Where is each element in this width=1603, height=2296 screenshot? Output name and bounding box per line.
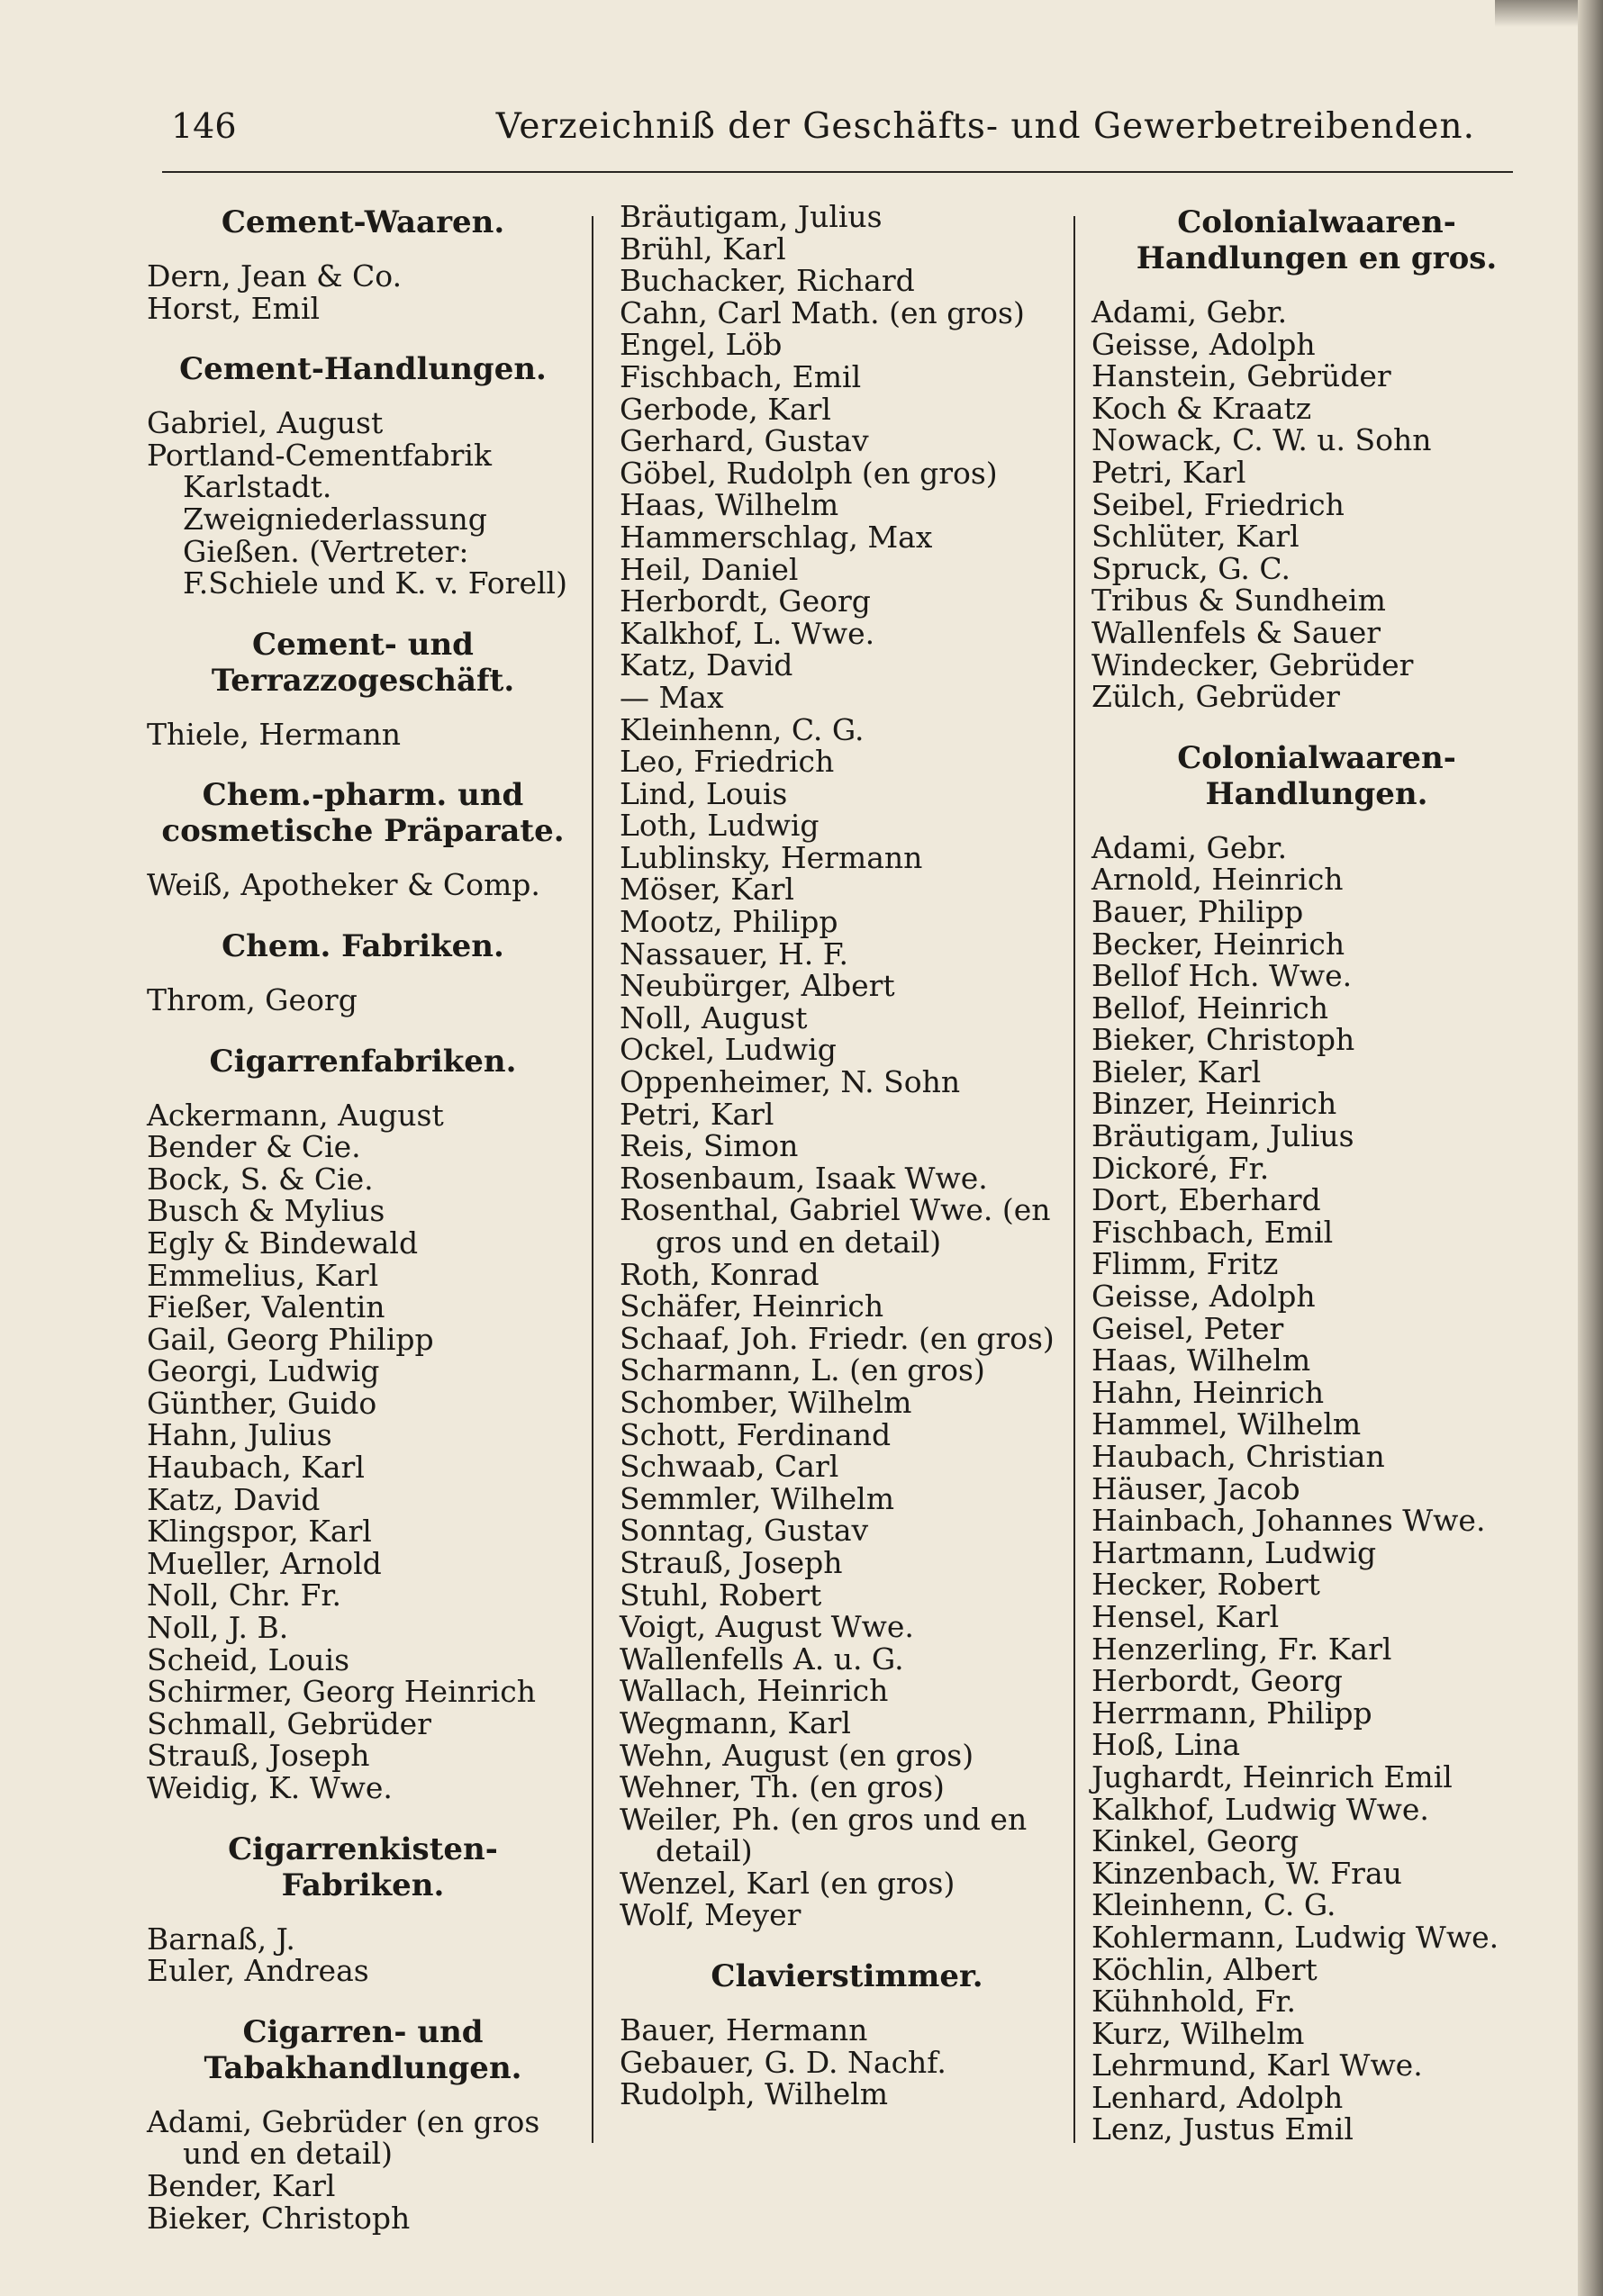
- directory-entry: Geisse, Adolph: [1091, 1279, 1316, 1315]
- directory-entry: Neubürger, Albert: [620, 968, 895, 1004]
- directory-entry: Rosenbaum, Isaak Wwe.: [620, 1160, 988, 1196]
- directory-entry: Petri, Karl: [1091, 454, 1246, 490]
- directory-entry: Kleinhenn, C. G.: [1091, 1887, 1336, 1923]
- directory-entry: Hahn, Heinrich: [1091, 1374, 1325, 1410]
- directory-entry: Köchlin, Albert: [1091, 1951, 1318, 1987]
- directory-entry: Bieker, Christoph: [1091, 1022, 1355, 1058]
- directory-entry: Seibel, Friedrich: [1091, 486, 1345, 522]
- directory-entry: Rosenthal, Gabriel Wwe. (en gros und en detail): [620, 1192, 1051, 1260]
- directory-entry: Bieler, Karl: [1091, 1053, 1262, 1089]
- page-edge: [1578, 0, 1603, 2296]
- directory-entry: Barnaß, J.: [147, 1921, 295, 1957]
- directory-entry: Kinkel, Georg: [1091, 1823, 1300, 1859]
- directory-entry: Arnold, Heinrich: [1091, 862, 1344, 898]
- directory-entry: Weidig, K. Wwe.: [147, 1770, 393, 1805]
- directory-entry: Hanstein, Gebrüder: [1091, 358, 1391, 394]
- section-heading: Cigarrenfabriken.: [209, 1043, 517, 1080]
- directory-entry: Oppenheimer, N. Sohn: [620, 1064, 961, 1100]
- directory-entry: Brühl, Karl: [620, 231, 786, 267]
- directory-section: [620, 201, 1074, 1931]
- column-1: [147, 194, 579, 2234]
- directory-entry: Euler, Andreas: [147, 1953, 369, 1989]
- directory-entry: Petri, Karl: [620, 1096, 774, 1132]
- directory-entry: Adami, Gebr.: [1091, 829, 1288, 865]
- directory-entry: Gabriel, August: [147, 405, 384, 441]
- directory-entry: Katz, David: [147, 1481, 321, 1517]
- directory-entry: Strauß, Joseph: [147, 1738, 370, 1774]
- section-heading: Clavierstimmer.: [711, 1958, 983, 1995]
- directory-entry: Haas, Wilhelm: [620, 487, 839, 523]
- directory-entry: Spruck, G. C.: [1091, 550, 1291, 586]
- directory-section: [1091, 740, 1542, 2146]
- directory-entry: Binzer, Heinrich: [1091, 1086, 1337, 1122]
- directory-entry: Busch & Mylius: [147, 1193, 385, 1229]
- directory-entry: Wolf, Meyer: [620, 1897, 802, 1933]
- directory-entry: Häuser, Jacob: [1091, 1470, 1300, 1506]
- directory-entry: Bräutigam, Julius: [1091, 1118, 1354, 1154]
- directory-entry: Noll, J. B.: [147, 1610, 289, 1646]
- directory-entry: Lenhard, Adolph: [1091, 2079, 1344, 2115]
- directory-entry: Lenz, Justus Emil: [1091, 2111, 1354, 2147]
- directory-entry: Kinzenbach, W. Frau: [1091, 1855, 1402, 1891]
- section-heading: Cement-Waaren.: [221, 204, 505, 240]
- directory-entry: Weiß, Apotheker & Comp.: [147, 867, 540, 903]
- column-divider: [592, 216, 593, 2143]
- directory-entry: Gerhard, Gustav: [620, 423, 869, 459]
- directory-entry: Wallach, Heinrich: [620, 1673, 889, 1709]
- directory-entry: Strauß, Joseph: [620, 1544, 843, 1580]
- directory-entry: Möser, Karl: [620, 872, 794, 908]
- directory-entry: Thiele, Hermann: [147, 716, 401, 752]
- page-header: [171, 106, 1504, 160]
- directory-entry: Hammel, Wilhelm: [1091, 1406, 1362, 1442]
- directory-entry: Katz, David: [620, 647, 793, 683]
- directory-entry: Bräutigam, Julius: [620, 199, 883, 234]
- directory-entry: Herbordt, Georg: [1091, 1663, 1343, 1699]
- directory-entry: Bieker, Christoph: [147, 2200, 411, 2236]
- directory-entry: Fischbach, Emil: [1091, 1214, 1334, 1250]
- directory-entry: Gail, Georg Philipp: [147, 1321, 434, 1357]
- directory-entry: Throm, Georg: [147, 981, 358, 1017]
- directory-entry: Kurz, Wilhelm: [1091, 2015, 1305, 2051]
- directory-entry: Wehner, Th. (en gros): [620, 1769, 945, 1805]
- directory-entry: Bellof, Heinrich: [1091, 990, 1328, 1026]
- header-rule: [162, 171, 1513, 173]
- directory-entry: Portland-Cementfabrik Karlstadt. Zweigniederlassung Gießen. (Vertreter: F.Schiele und K. v. Forell): [147, 437, 567, 601]
- column-3: [1091, 194, 1542, 2146]
- directory-entry: Leo, Friedrich: [620, 744, 835, 780]
- directory-entry: Scheid, Louis: [147, 1641, 350, 1677]
- directory-entry: Noll, Chr. Fr.: [147, 1577, 341, 1614]
- directory-entry: Noll, August: [620, 999, 808, 1035]
- directory-entry: Kalkhof, L. Wwe.: [620, 615, 875, 651]
- directory-entry: Schwaab, Carl: [620, 1449, 839, 1485]
- section-heading: Cement- und Terrazzogeschäft.: [211, 626, 515, 699]
- directory-entry: Weiler, Ph. (en gros und en detail): [620, 1801, 1028, 1869]
- directory-entry: Haubach, Karl: [147, 1450, 365, 1486]
- section-heading: Chem.-pharm. und cosmetische Präparate.: [161, 777, 565, 850]
- section-heading: Cigarrenkisten-Fabriken.: [228, 1830, 498, 1903]
- directory-entry: Göbel, Rudolph (en gros): [620, 455, 998, 491]
- directory-entry: Loth, Ludwig: [620, 808, 820, 844]
- directory-entry: Emmelius, Karl: [147, 1257, 379, 1293]
- directory-entry: Wenzel, Karl (en gros): [620, 1865, 955, 1901]
- directory-entry: Haubach, Christian: [1091, 1439, 1385, 1474]
- directory-entry: Gebauer, G. D. Nachf.: [620, 2044, 946, 2080]
- directory-entry: Hainbach, Johannes Wwe.: [1091, 1503, 1486, 1539]
- page-number: 146: [171, 106, 237, 146]
- directory-entry: Hammerschlag, Max: [620, 519, 933, 555]
- directory-section: [1091, 204, 1542, 713]
- directory-entry: Hecker, Robert: [1091, 1567, 1320, 1603]
- directory-section: [147, 351, 579, 600]
- directory-entry: Windecker, Gebrüder: [1091, 646, 1414, 682]
- directory-entry: Hahn, Julius: [147, 1417, 332, 1453]
- directory-entry: Herbordt, Georg: [620, 583, 871, 619]
- directory-entry: Schlüter, Karl: [1091, 519, 1300, 555]
- column-2: [620, 194, 1074, 2111]
- directory-entry: Koch & Kraatz: [1091, 390, 1312, 426]
- directory-section: [147, 204, 579, 324]
- directory-entry: Georgi, Ludwig: [147, 1353, 380, 1389]
- directory-entry: Kohlermann, Ludwig Wwe.: [1091, 1919, 1499, 1955]
- directory-entry: Fießer, Valentin: [147, 1289, 385, 1325]
- section-heading: Cigarren- und Tabakhandlungen.: [204, 2013, 522, 2086]
- directory-entry: Henzerling, Fr. Karl: [1091, 1631, 1392, 1667]
- directory-entry: Flimm, Fritz: [1091, 1246, 1279, 1282]
- directory-entry: Semmler, Wilhelm: [620, 1480, 895, 1516]
- directory-entry: Bauer, Philipp: [1091, 893, 1304, 929]
- directory-entry: Schirmer, Georg Heinrich: [147, 1674, 536, 1710]
- directory-entry: Lublinsky, Hermann: [620, 839, 923, 875]
- directory-entry: Sonntag, Gustav: [620, 1513, 869, 1549]
- directory-entry: Herrmann, Philipp: [1091, 1695, 1372, 1731]
- directory-entry: Horst, Emil: [147, 290, 321, 326]
- section-heading: Colonialwaaren-Handlungen en gros.: [1136, 204, 1498, 276]
- directory-entry: Mueller, Arnold: [147, 1545, 382, 1581]
- directory-entry: Voigt, August Wwe.: [620, 1609, 914, 1645]
- directory-entry: Nassauer, H. F.: [620, 936, 849, 972]
- directory-entry: Bock, S. & Cie.: [147, 1161, 374, 1197]
- directory-entry: Scharmann, L. (en gros): [620, 1352, 985, 1388]
- directory-entry: Gerbode, Karl: [620, 391, 831, 427]
- directory-section: [147, 928, 579, 1017]
- directory-entry: Kühnhold, Fr.: [1091, 1984, 1297, 2020]
- directory-entry: Geisel, Peter: [1091, 1310, 1284, 1346]
- directory-entry: Ockel, Ludwig: [620, 1032, 837, 1068]
- directory-entry: Hoß, Lina: [1091, 1727, 1241, 1763]
- directory-section: [620, 1958, 1074, 2111]
- directory-entry: Schmall, Gebrüder: [147, 1705, 431, 1741]
- directory-entry: Hartmann, Ludwig: [1091, 1534, 1377, 1570]
- directory-section: [147, 1044, 579, 1804]
- directory-entry: Geisse, Adolph: [1091, 326, 1316, 362]
- directory-entry: Kalkhof, Ludwig Wwe.: [1091, 1791, 1429, 1827]
- directory-entry: Roth, Konrad: [620, 1256, 820, 1292]
- directory-entry: Jughardt, Heinrich Emil: [1091, 1758, 1453, 1794]
- directory-entry: Engel, Löb: [620, 327, 783, 363]
- directory-entry: Bauer, Hermann: [620, 2012, 868, 2048]
- directory-entry: Buchacker, Richard: [620, 263, 915, 299]
- directory-entry: Zülch, Gebrüder: [1091, 679, 1340, 715]
- directory-section: [147, 2014, 579, 2234]
- directory-entry: Wegmann, Karl: [620, 1704, 851, 1740]
- directory-entry: Dickoré, Fr.: [1091, 1150, 1270, 1186]
- directory-entry: Schäfer, Heinrich: [620, 1288, 884, 1324]
- directory-entry: Wehn, August (en gros): [620, 1737, 974, 1773]
- directory-entry: Ackermann, August: [147, 1097, 444, 1133]
- directory-entry: Bellof Hch. Wwe.: [1091, 958, 1353, 994]
- directory-section: [147, 777, 579, 901]
- page-title: Verzeichniß der Geschäfts- und Gewerbetreibenden.: [495, 106, 1475, 147]
- directory-entry: Fischbach, Emil: [620, 358, 862, 394]
- directory-entry: Rudolph, Wilhelm: [620, 2076, 889, 2112]
- directory-entry: Adami, Gebrüder (en gros und en detail): [147, 2103, 540, 2172]
- directory-entry: Mootz, Philipp: [620, 904, 838, 940]
- directory-entry: Wallenfels & Sauer: [1091, 614, 1381, 650]
- directory-entry: Bender & Cie.: [147, 1129, 361, 1165]
- directory-entry: Nowack, C. W. u. Sohn: [1091, 422, 1432, 458]
- directory-entry: Cahn, Carl Math. (en gros): [620, 294, 1025, 330]
- directory-entry: Dort, Eberhard: [1091, 1182, 1321, 1218]
- directory-entry: Hensel, Karl: [1091, 1598, 1280, 1634]
- directory-entry: Lind, Louis: [620, 775, 788, 811]
- directory-entry: Becker, Heinrich: [1091, 926, 1345, 962]
- directory-entry: Heil, Daniel: [620, 551, 799, 587]
- directory-entry: Haas, Wilhelm: [1091, 1342, 1311, 1379]
- directory-entry: Tribus & Sundheim: [1091, 583, 1386, 619]
- directory-entry: Wallenfells A. u. G.: [620, 1641, 904, 1677]
- directory-entry: Günther, Guido: [147, 1385, 377, 1421]
- section-heading: Chem. Fabriken.: [222, 927, 504, 964]
- directory-entry: Lehrmund, Karl Wwe.: [1091, 2047, 1423, 2084]
- directory-entry: Klingspor, Karl: [147, 1514, 372, 1550]
- directory-entry: Schott, Ferdinand: [620, 1416, 892, 1452]
- section-heading: Cement-Handlungen.: [179, 351, 547, 388]
- directory-section: [147, 1831, 579, 1987]
- directory-entry: Dern, Jean & Co.: [147, 258, 403, 294]
- directory-entry: Schaaf, Joh. Friedr. (en gros): [620, 1320, 1055, 1356]
- section-heading: Colonialwaaren-Handlungen.: [1177, 739, 1456, 812]
- directory-entry: Schomber, Wilhelm: [620, 1384, 912, 1420]
- directory-entry: Stuhl, Robert: [620, 1577, 822, 1613]
- directory-entry: — Max: [620, 679, 724, 715]
- directory-entry: Egly & Bindewald: [147, 1225, 419, 1261]
- directory-entry: Reis, Simon: [620, 1128, 799, 1164]
- directory-entry: Kleinhenn, C. G.: [620, 711, 865, 747]
- directory-entry: Adami, Gebr.: [1091, 294, 1288, 330]
- directory-section: [147, 627, 579, 751]
- directory-entry: Bender, Karl: [147, 2167, 336, 2203]
